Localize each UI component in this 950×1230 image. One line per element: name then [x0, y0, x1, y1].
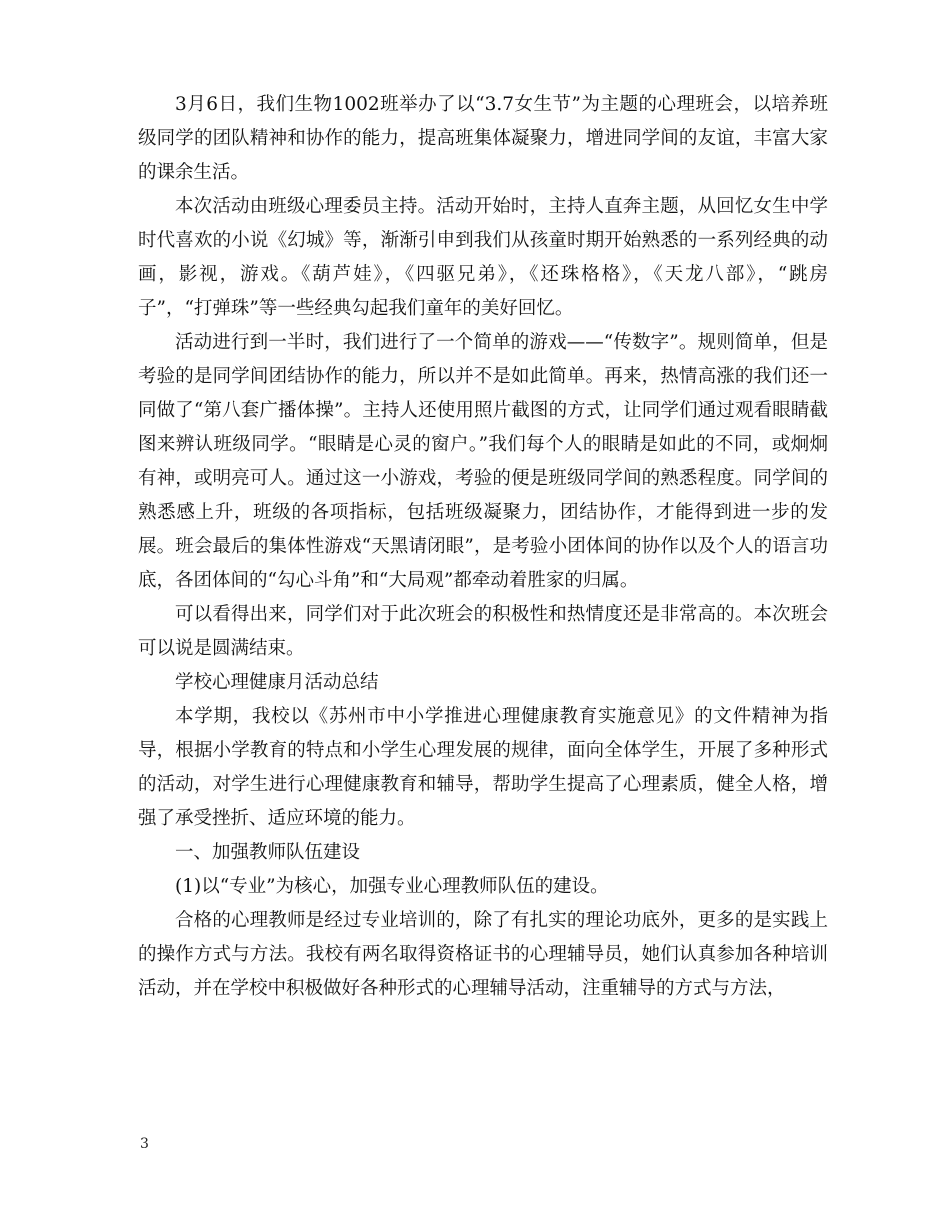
- page-number: 3: [140, 1136, 149, 1152]
- paragraph-games: 活动进行到一半时，我们进行了一个简单的游戏——“传数字”。规则简单，但是考验的是同学间团结协作的能力，所以并不是如此简单。再来，热情高涨的我们还一同做了“第八套广播体操”。主持人还使用照片截图的方式，让同学们通过观看眼睛截图来辨认班级同学。“眼睛是心灵的窗户。”我们每个人的眼睛是如此的不同，或炯炯有神，或明亮可人。通过这一小游戏，考验的便是班级同学间的熟悉程度。同学间的熟悉感上升，班级的各项指标，包括班级凝聚力，团结协作，才能得到进一步的发展。班会最后的集体性游戏“天黑请闭眼”，是考验小团体间的协作以及个人的语言功底，各团体间的“勾心斗角”和“大局观”都牵动着胜家的归属。: [138, 332, 828, 591]
- paragraph-qualified-teachers: 合格的心理教师是经过专业培训的，除了有扎实的理论功底外，更多的是实践上的操作方式与方法。我校有两名取得资格证书的心理辅导员，她们认真参加各种培训活动，并在学校中积极做好各种形式的心理辅导活动，注重辅导的方式与方法，: [138, 910, 828, 999]
- paragraph-class-meeting-intro: 3月6日，我们生物1002班举办了以“3.7女生节”为主题的心理班会，以培养班级同学的团队精神和协作的能力，提高班集体凝聚力，增进同学间的友谊，丰富大家的课余生活。: [138, 94, 828, 183]
- paragraph-semester-overview: 本学期，我校以《苏州市中小学推进心理健康教育实施意见》的文件精神为指导，根据小学教育的特点和小学生心理发展的规律，面向全体学生，开展了多种形式的活动，对学生进行心理健康教育和辅导，帮助学生提高了心理素质，健全人格，增强了承受挫折、适应环境的能力。: [138, 706, 828, 829]
- paragraph-activity-host: 本次活动由班级心理委员主持。活动开始时，主持人直奔主题，从回忆女生中学时代喜欢的小说《幻城》等，渐渐引申到我们从孩童时期开始熟悉的一系列经典的动画，影视，游戏。《葫芦娃》，《四驱兄弟》，《还珠格格》，《天龙八部》，“跳房子”，“打弹珠”等一些经典勾起我们童年的美好回忆。: [138, 196, 828, 319]
- section-heading-mental-health-month: 学校心理健康月活动总结: [175, 672, 379, 693]
- section-heading-teacher-team: 一、加强教师队伍建设: [175, 842, 361, 863]
- subsection-heading-professional-core: (1)以“专业”为核心，加强专业心理教师队伍的建设。: [175, 876, 609, 897]
- document-body: [138, 88, 828, 1006]
- paragraph-conclusion: 可以看得出来，同学们对于此次班会的积极性和热情度还是非常高的。本次班会可以说是圆满结束。: [138, 604, 828, 659]
